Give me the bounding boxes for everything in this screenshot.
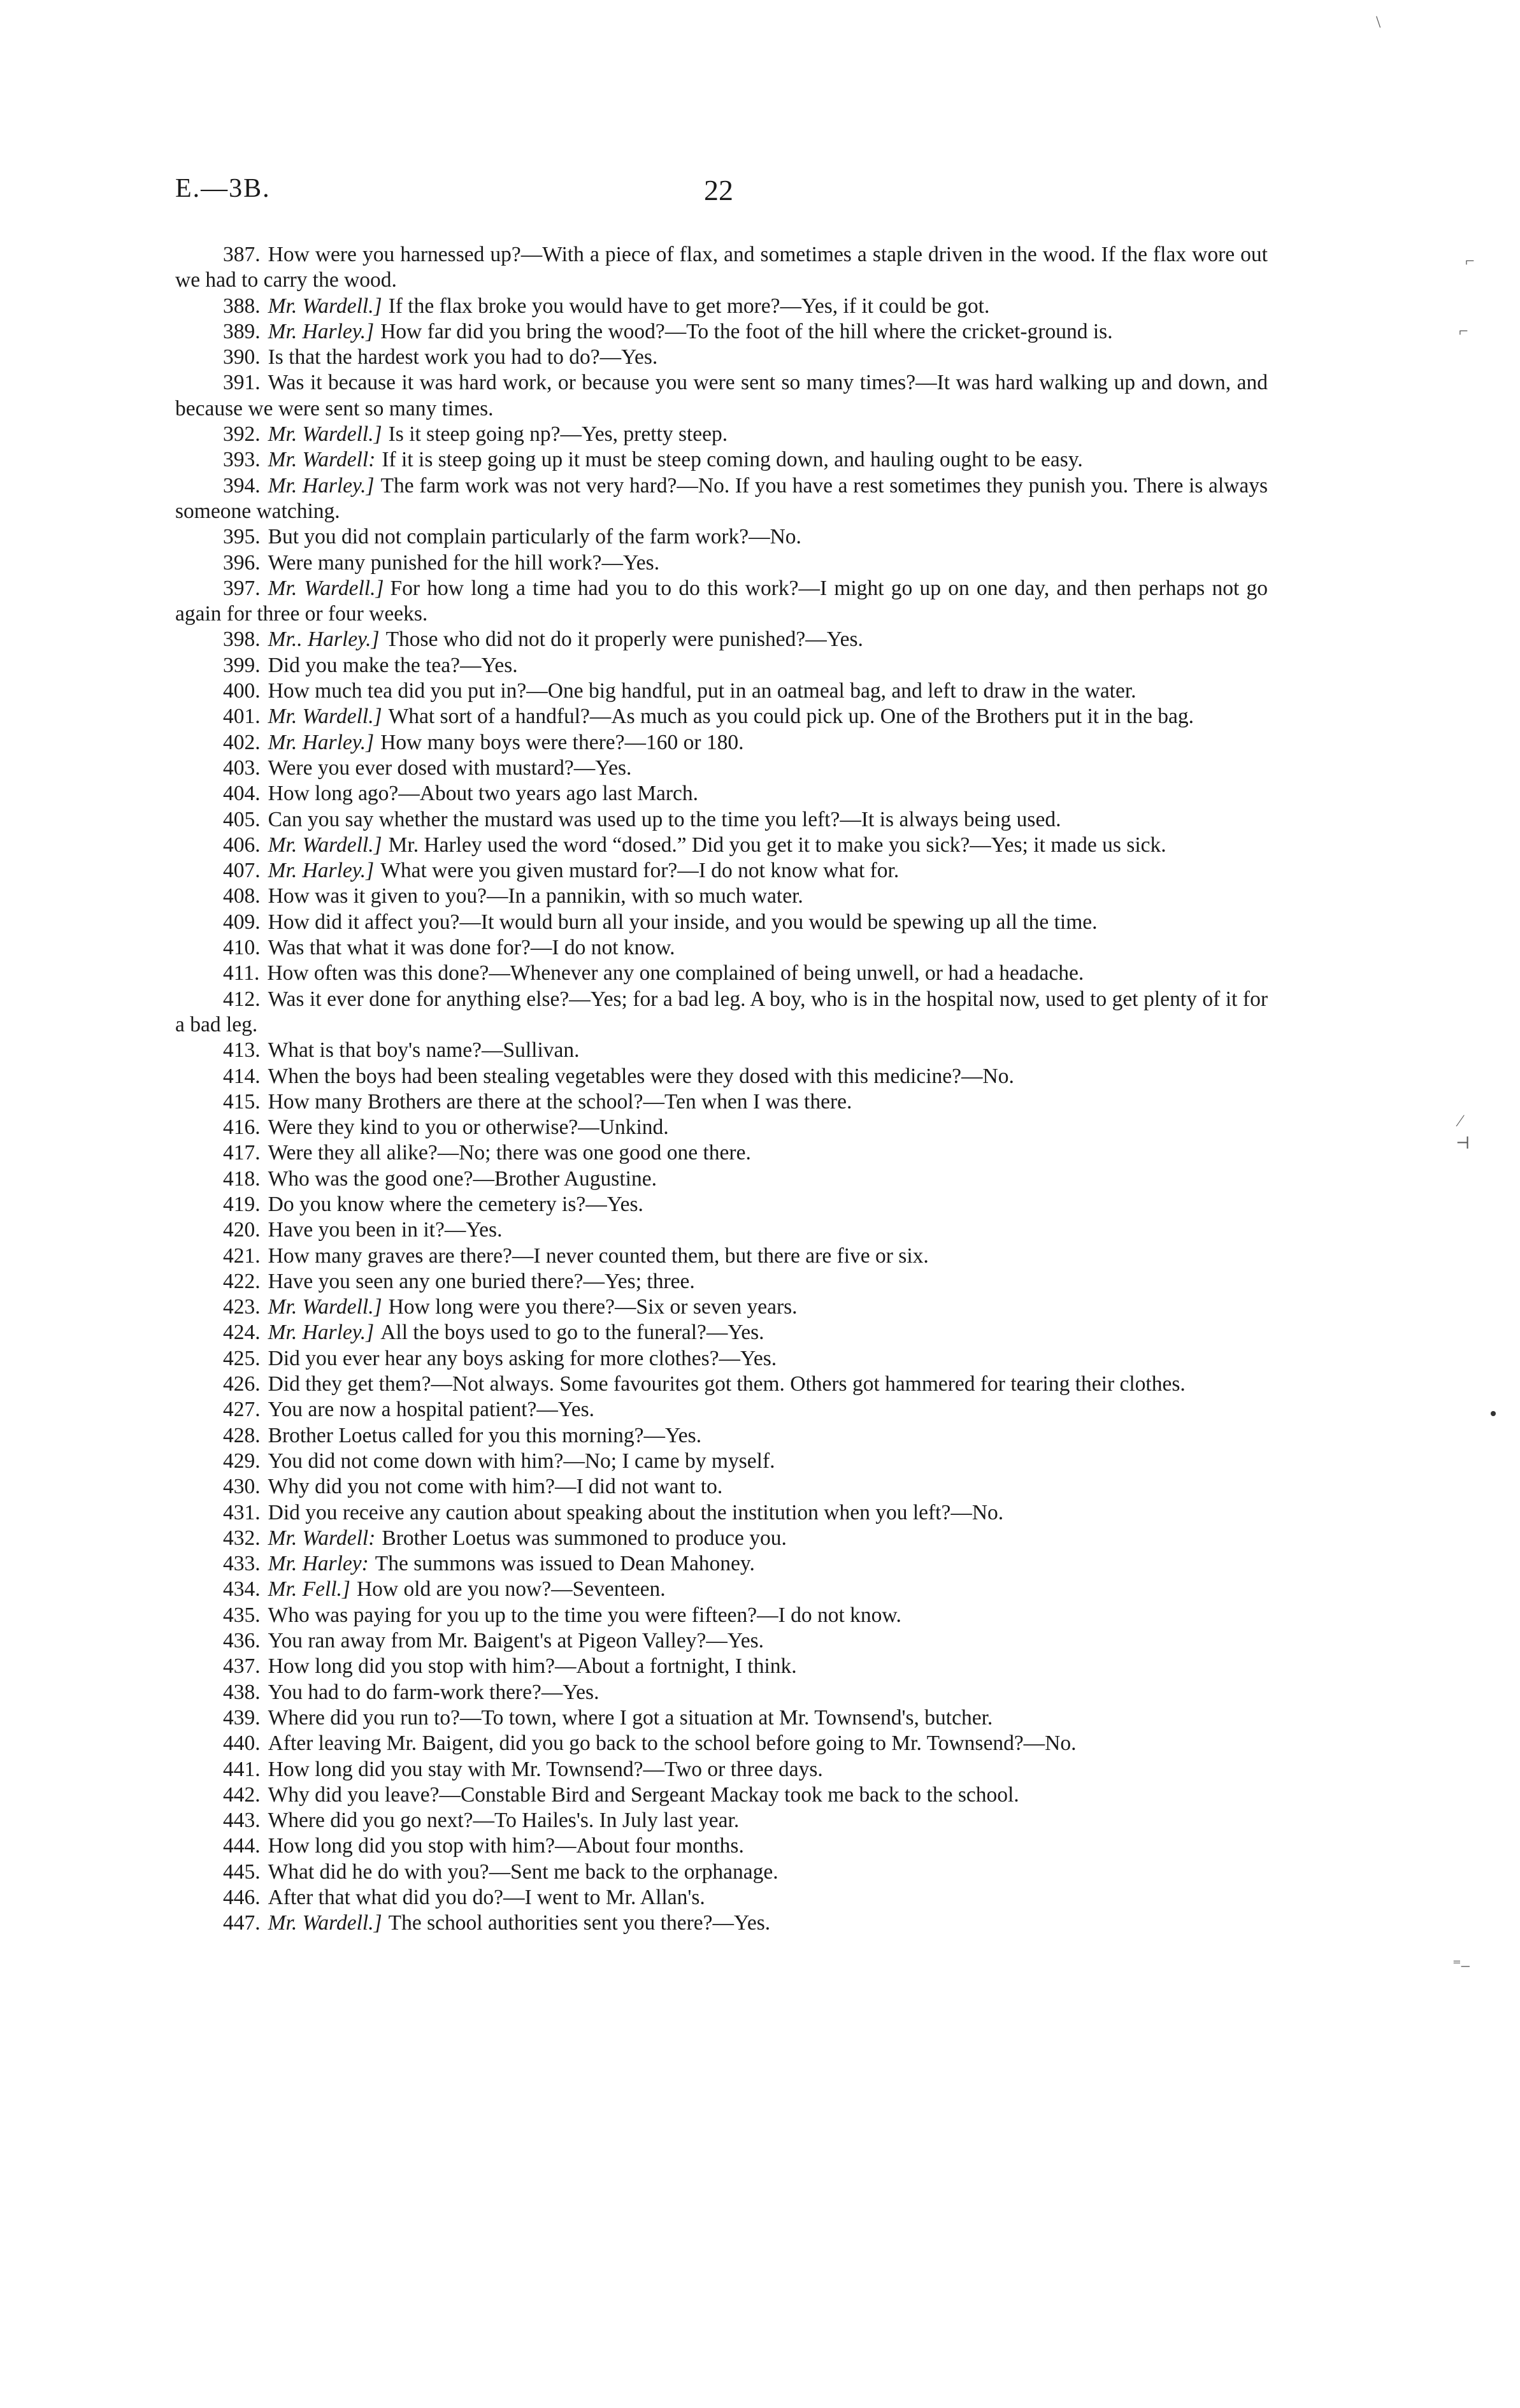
testimony-paragraph xyxy=(175,524,1268,550)
question-answer-text: Do you know where the cemetery is?—Yes. xyxy=(268,1192,643,1216)
testimony-paragraph xyxy=(175,550,1268,576)
testimony-paragraph xyxy=(175,1346,1268,1372)
question-answer-text: You did not come down with him?—No; I came by myself. xyxy=(268,1449,775,1473)
question-number: 414. xyxy=(223,1064,261,1088)
testimony-paragraph xyxy=(175,1294,1268,1320)
speaker-label: Mr. Harley.] xyxy=(268,1321,375,1345)
question-answer-text: How did it affect you?—It would burn all your inside, and you would be spewing up all the time. xyxy=(268,910,1098,934)
question-number: 408. xyxy=(223,884,261,908)
testimony-paragraph xyxy=(175,1320,1268,1345)
testimony-paragraph xyxy=(175,294,1268,319)
question-number: 421. xyxy=(223,1243,261,1268)
testimony-paragraph xyxy=(175,858,1268,884)
question-answer-text: Can you say whether the mustard was used up to the time you left?—It is always being used. xyxy=(268,807,1061,831)
testimony-paragraph xyxy=(175,1526,1268,1551)
question-number: 424. xyxy=(223,1321,261,1345)
testimony-paragraph xyxy=(175,704,1268,729)
testimony-paragraph xyxy=(175,1038,1268,1063)
question-answer-text: Why did you not come with him?—I did not want to. xyxy=(268,1475,723,1499)
question-answer-text: Did you receive any caution about speaking about the institution when you left?—No. xyxy=(268,1500,1004,1524)
testimony-paragraph xyxy=(175,345,1268,370)
question-number: 418. xyxy=(223,1166,261,1191)
speaker-label: Mr. Wardell.] xyxy=(268,294,382,318)
question-number: 411. xyxy=(223,961,260,985)
testimony-paragraph xyxy=(175,1243,1268,1269)
question-answer-text: How long ago?—About two years ago last March. xyxy=(268,782,699,806)
question-answer-text: For how long a time had you to do this work?—I might go up on one day, and then perhaps not go again for three or four weeks. xyxy=(175,576,1268,626)
testimony-paragraph xyxy=(175,1423,1268,1449)
speaker-label: Mr. Fell.] xyxy=(268,1577,350,1602)
page-header xyxy=(175,173,1258,211)
question-answer-text: Was that what it was done for?—I do not know. xyxy=(268,936,675,960)
testimony-paragraph xyxy=(175,1449,1268,1474)
question-answer-text: When the boys had been stealing vegetables were they dosed with this medicine?—No. xyxy=(268,1064,1014,1088)
question-number: 393. xyxy=(223,448,261,472)
page-number: 22 xyxy=(704,174,733,206)
speaker-label: Mr. Wardell.] xyxy=(268,705,382,729)
question-answer-text: But you did not complain particularly of the farm work?—No. xyxy=(268,525,801,549)
question-answer-text: The school authorities sent you there?—Yes. xyxy=(388,1911,771,1935)
testimony-paragraph xyxy=(175,242,1268,294)
question-number: 399. xyxy=(223,653,261,677)
speaker-label: Mr.. Harley.] xyxy=(268,627,380,652)
testimony-paragraph xyxy=(175,678,1268,704)
testimony-paragraph xyxy=(175,1166,1268,1192)
question-answer-text: Were you ever dosed with mustard?—Yes. xyxy=(268,756,632,780)
question-answer-text: How old are you now?—Seventeen. xyxy=(356,1577,666,1602)
testimony-paragraph xyxy=(175,422,1268,447)
question-answer-text: How many Brothers are there at the school?—Ten when I was there. xyxy=(268,1089,852,1114)
question-number: 434. xyxy=(223,1577,261,1602)
question-number: 446. xyxy=(223,1886,261,1909)
question-answer-text: How were you harnessed up?—With a piece of flax, and sometimes a staple driven in the wood. If the flax wore out we had to carry the wood. xyxy=(175,243,1268,292)
question-number: 400. xyxy=(223,679,261,703)
question-number: 441. xyxy=(223,1757,261,1781)
question-number: 427. xyxy=(223,1398,261,1422)
question-number: 431. xyxy=(223,1500,261,1524)
question-number: 445. xyxy=(223,1860,261,1884)
question-number: 443. xyxy=(223,1809,261,1833)
question-answer-text: Were many punished for the hill work?—Yes. xyxy=(268,550,660,575)
question-number: 429. xyxy=(223,1449,261,1473)
margin-mark: ⁼– xyxy=(1452,1956,1470,1974)
testimony-paragraph xyxy=(175,1654,1268,1679)
testimony-paragraph xyxy=(175,1860,1268,1885)
question-number: 398. xyxy=(223,627,261,652)
testimony-paragraph xyxy=(175,833,1268,858)
question-number: 428. xyxy=(223,1423,261,1447)
speaker-label: Mr. Wardell: xyxy=(268,1526,376,1550)
question-number: 387. xyxy=(223,243,261,266)
question-answer-text: Where did you run to?—To town, where I got a situation at Mr. Townsend's, butcher. xyxy=(268,1705,993,1730)
question-number: 419. xyxy=(223,1192,261,1216)
question-number: 395. xyxy=(223,525,261,549)
speaker-label: Mr. Harley.] xyxy=(268,859,375,883)
question-answer-text: How many boys were there?—160 or 180. xyxy=(380,730,744,754)
testimony-body xyxy=(175,242,1268,1937)
question-answer-text: Brother Loetus called for you this morning?—Yes. xyxy=(268,1423,702,1447)
question-number: 423. xyxy=(223,1295,261,1319)
testimony-paragraph xyxy=(175,1910,1268,1936)
question-answer-text: The farm work was not very hard?—No. If you have a rest sometimes they punish you. There is always someone watching. xyxy=(175,473,1268,523)
question-answer-text: Have you been in it?—Yes. xyxy=(268,1218,503,1242)
question-answer-text: How far did you bring the wood?—To the foot of the hill where the cricket-ground is. xyxy=(380,319,1113,343)
question-answer-text: How long did you stop with him?—About four months. xyxy=(268,1834,744,1858)
question-answer-text: Have you seen any one buried there?—Yes; three. xyxy=(268,1269,695,1293)
question-number: 405. xyxy=(223,807,261,831)
question-answer-text: All the boys used to go to the funeral?—Yes. xyxy=(380,1321,764,1345)
question-number: 388. xyxy=(223,294,261,318)
question-answer-text: Who was the good one?—Brother Augustine. xyxy=(268,1166,657,1191)
testimony-paragraph xyxy=(175,473,1268,525)
question-number: 402. xyxy=(223,730,261,754)
question-number: 437. xyxy=(223,1654,261,1679)
question-answer-text: Did you ever hear any boys asking for more clothes?—Yes. xyxy=(268,1346,777,1370)
testimony-paragraph xyxy=(175,1140,1268,1166)
question-answer-text: You ran away from Mr. Baigent's at Pigeon Valley?—Yes. xyxy=(268,1629,764,1653)
testimony-paragraph xyxy=(175,910,1268,935)
question-answer-text: How many graves are there?—I never counted them, but there are five or six. xyxy=(268,1243,929,1268)
question-answer-text: What is that boy's name?—Sullivan. xyxy=(268,1038,580,1063)
question-number: 422. xyxy=(223,1269,261,1293)
speaker-label: Mr. Wardell: xyxy=(268,448,376,472)
speaker-label: Mr. Wardell.] xyxy=(268,576,384,600)
question-answer-text: Is it steep going np?—Yes, pretty steep. xyxy=(388,422,728,447)
testimony-paragraph xyxy=(175,807,1268,833)
question-answer-text: How long did you stop with him?—About a fortnight, I think. xyxy=(268,1654,797,1679)
testimony-paragraph xyxy=(175,627,1268,652)
question-number: 397. xyxy=(223,576,261,600)
testimony-paragraph xyxy=(175,447,1268,473)
testimony-paragraph xyxy=(175,1192,1268,1217)
speaker-label: Mr. Wardell.] xyxy=(268,833,382,857)
question-answer-text: What did he do with you?—Sent me back to the orphanage. xyxy=(268,1860,778,1884)
margin-mark: ⊣ xyxy=(1456,1134,1470,1152)
question-answer-text: How often was this done?—Whenever any one complained of being unwell, or had a headache. xyxy=(267,961,1084,985)
question-number: 425. xyxy=(223,1346,261,1370)
question-answer-text: You had to do farm-work there?—Yes. xyxy=(268,1680,599,1704)
question-number: 426. xyxy=(223,1372,261,1396)
testimony-paragraph xyxy=(175,1731,1268,1756)
question-answer-text: You are now a hospital patient?—Yes. xyxy=(268,1398,595,1422)
question-number: 442. xyxy=(223,1782,261,1807)
question-answer-text: After that what did you do?—I went to Mr. Allan's. xyxy=(268,1886,705,1909)
question-number: 404. xyxy=(223,782,261,806)
question-number: 440. xyxy=(223,1731,261,1756)
question-number: 413. xyxy=(223,1038,261,1063)
testimony-paragraph xyxy=(175,884,1268,909)
question-number: 433. xyxy=(223,1552,261,1576)
margin-mark: \ xyxy=(1376,13,1381,31)
question-answer-text: After leaving Mr. Baigent, did you go back to the school before going to Mr. Townsend?—No. xyxy=(268,1731,1077,1756)
testimony-paragraph xyxy=(175,1064,1268,1089)
question-number: 444. xyxy=(223,1834,261,1858)
document-reference: E.—3B. xyxy=(175,174,271,203)
question-number: 447. xyxy=(223,1911,261,1935)
testimony-paragraph xyxy=(175,961,1268,986)
testimony-paragraph xyxy=(175,370,1268,422)
margin-mark: ⁄ xyxy=(1459,1112,1462,1130)
question-number: 401. xyxy=(223,705,261,729)
testimony-paragraph xyxy=(175,1217,1268,1243)
testimony-paragraph xyxy=(175,1705,1268,1731)
question-answer-text: Brother Loetus was summoned to produce you. xyxy=(382,1526,787,1550)
question-answer-text: Was it because it was hard work, or because you were sent so many times?—It was hard walking up and down, and because we were sent so many times. xyxy=(175,371,1268,420)
question-answer-text: Was it ever done for anything else?—Yes; for a bad leg. A boy, who is in the hospital now, used to get plenty of it for a bad leg. xyxy=(175,987,1268,1036)
question-answer-text: How much tea did you put in?—One big handful, put in an oatmeal bag, and left to draw in the water. xyxy=(268,679,1136,703)
testimony-paragraph xyxy=(175,1397,1268,1423)
testimony-paragraph xyxy=(175,653,1268,678)
testimony-paragraph xyxy=(175,576,1268,627)
testimony-paragraph xyxy=(175,1680,1268,1705)
question-answer-text: If it is steep going up it must be steep coming down, and hauling ought to be easy. xyxy=(382,448,1083,472)
margin-dot xyxy=(1491,1411,1496,1416)
question-answer-text: How was it given to you?—In a pannikin, with so much water. xyxy=(268,884,803,908)
question-number: 394. xyxy=(223,473,261,498)
question-answer-text: How long were you there?—Six or seven years. xyxy=(388,1295,798,1319)
question-number: 439. xyxy=(223,1705,261,1730)
question-number: 438. xyxy=(223,1680,261,1704)
question-answer-text: If the flax broke you would have to get more?—Yes, if it could be got. xyxy=(388,294,990,318)
question-answer-text: Who was paying for you up to the time you were fifteen?—I do not know. xyxy=(268,1603,901,1627)
question-number: 406. xyxy=(223,833,261,857)
testimony-paragraph xyxy=(175,1885,1268,1910)
question-number: 420. xyxy=(223,1218,261,1242)
testimony-paragraph xyxy=(175,987,1268,1038)
margin-mark: ⌐ xyxy=(1459,322,1468,340)
question-answer-text: What sort of a handful?—As much as you could pick up. One of the Brothers put it in the bag. xyxy=(388,705,1194,729)
speaker-label: Mr. Wardell.] xyxy=(268,1295,382,1319)
testimony-paragraph xyxy=(175,1757,1268,1782)
testimony-paragraph xyxy=(175,1500,1268,1526)
question-number: 417. xyxy=(223,1141,261,1165)
speaker-label: Mr. Harley: xyxy=(268,1552,369,1576)
question-number: 396. xyxy=(223,550,261,575)
question-number: 392. xyxy=(223,422,261,447)
speaker-label: Mr. Harley.] xyxy=(268,730,375,754)
question-number: 403. xyxy=(223,756,261,780)
question-number: 415. xyxy=(223,1089,261,1114)
margin-mark: ⌐ xyxy=(1465,252,1475,270)
question-answer-text: How long did you stay with Mr. Townsend?—Two or three days. xyxy=(268,1757,823,1781)
question-answer-text: Were they kind to you or otherwise?—Unkind. xyxy=(268,1115,669,1140)
speaker-label: Mr. Harley.] xyxy=(268,319,375,343)
question-number: 409. xyxy=(223,910,261,934)
testimony-paragraph xyxy=(175,319,1268,345)
testimony-paragraph xyxy=(175,1603,1268,1628)
testimony-paragraph xyxy=(175,1782,1268,1808)
question-number: 416. xyxy=(223,1115,261,1140)
testimony-paragraph xyxy=(175,1372,1268,1397)
testimony-paragraph xyxy=(175,1115,1268,1140)
question-answer-text: Mr. Harley used the word “dosed.” Did you get it to make you sick?—Yes; it made us sick. xyxy=(388,833,1166,857)
testimony-paragraph xyxy=(175,1269,1268,1294)
testimony-paragraph xyxy=(175,730,1268,756)
testimony-paragraph xyxy=(175,756,1268,781)
speaker-label: Mr. Harley.] xyxy=(268,473,375,498)
speaker-label: Mr. Wardell.] xyxy=(268,1911,382,1935)
question-number: 407. xyxy=(223,859,261,883)
question-number: 432. xyxy=(223,1526,261,1550)
question-answer-text: Those who did not do it properly were punished?—Yes. xyxy=(385,627,863,652)
testimony-paragraph xyxy=(175,1577,1268,1602)
question-answer-text: What were you given mustard for?—I do not know what for. xyxy=(380,859,900,883)
question-number: 390. xyxy=(223,345,261,369)
question-answer-text: Why did you leave?—Constable Bird and Sergeant Mackay took me back to the school. xyxy=(268,1782,1019,1807)
question-answer-text: Did you make the tea?—Yes. xyxy=(268,653,518,677)
testimony-paragraph xyxy=(175,1628,1268,1654)
question-number: 430. xyxy=(223,1475,261,1499)
testimony-paragraph xyxy=(175,1833,1268,1859)
question-answer-text: Where did you go next?—To Hailes's. In July last year. xyxy=(268,1809,740,1833)
question-number: 412. xyxy=(223,987,261,1011)
question-answer-text: Is that the hardest work you had to do?—Yes. xyxy=(268,345,658,369)
question-number: 391. xyxy=(223,371,261,395)
question-answer-text: The summons was issued to Dean Mahoney. xyxy=(375,1552,755,1576)
testimony-paragraph xyxy=(175,935,1268,961)
question-number: 435. xyxy=(223,1603,261,1627)
testimony-paragraph xyxy=(175,1808,1268,1833)
testimony-paragraph xyxy=(175,1551,1268,1577)
question-number: 410. xyxy=(223,936,261,960)
question-answer-text: Did they get them?—Not always. Some favourites got them. Others got hammered for tearing their clothes. xyxy=(268,1372,1186,1396)
testimony-paragraph xyxy=(175,1474,1268,1500)
testimony-paragraph xyxy=(175,781,1268,806)
question-number: 389. xyxy=(223,319,261,343)
question-answer-text: Were they all alike?—No; there was one good one there. xyxy=(268,1141,751,1165)
speaker-label: Mr. Wardell.] xyxy=(268,422,382,447)
question-number: 436. xyxy=(223,1629,261,1653)
testimony-paragraph xyxy=(175,1089,1268,1115)
